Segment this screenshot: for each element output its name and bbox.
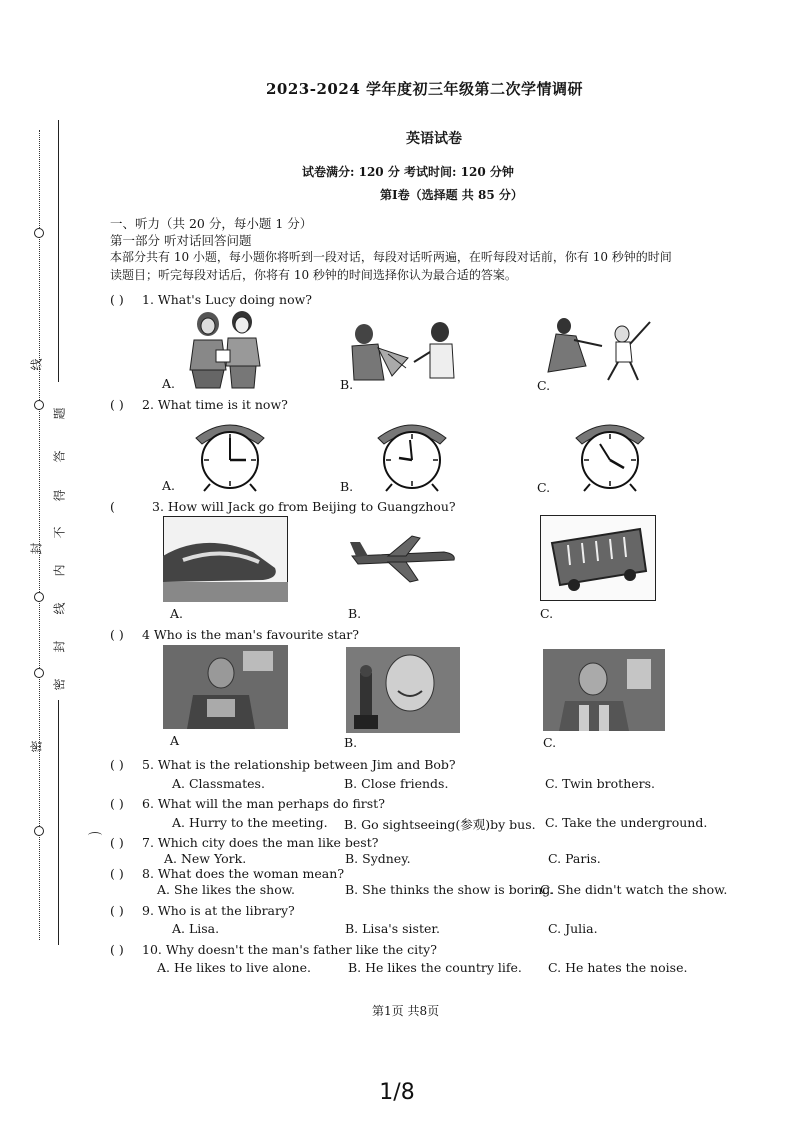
option-b[interactable]: B. Go sightseeing(参观)by bus. xyxy=(344,817,536,832)
tennis-player-photo xyxy=(543,649,665,731)
option-label[interactable]: B. xyxy=(340,377,354,392)
option-a[interactable]: A. Classmates. xyxy=(172,776,265,791)
margin-label: 内 xyxy=(52,564,67,577)
answer-bracket[interactable]: ( ) xyxy=(110,292,124,307)
option-label[interactable]: A. xyxy=(170,606,184,621)
margin-label: 封 xyxy=(29,542,44,555)
option-label[interactable]: A. xyxy=(162,478,176,493)
binding-hole xyxy=(34,228,44,238)
bus-picture xyxy=(540,515,656,601)
question-text: 4 Who is the man's favourite star? xyxy=(142,627,359,642)
page-footer: 第1页 共8页 xyxy=(372,1004,440,1018)
option-label[interactable]: A xyxy=(170,733,180,748)
solid-line xyxy=(58,700,59,945)
dotted-line xyxy=(39,130,40,940)
option-b[interactable]: B. Lisa's sister. xyxy=(345,921,440,936)
margin-label: 答 xyxy=(52,450,67,463)
option-c[interactable]: C. He hates the noise. xyxy=(548,960,688,975)
option-b[interactable]: B. Close friends. xyxy=(344,776,449,791)
option-label[interactable]: B. xyxy=(340,479,354,494)
question-text: 1. What's Lucy doing now? xyxy=(142,292,313,307)
option-b[interactable]: B. He likes the country life. xyxy=(348,960,522,975)
binding-hole xyxy=(34,826,44,836)
option-label[interactable]: C. xyxy=(540,606,554,621)
answer-bracket[interactable]: ( ) xyxy=(110,942,124,957)
answer-bracket[interactable]: ( ) xyxy=(110,835,124,850)
option-c[interactable]: C. Take the underground. xyxy=(545,815,708,830)
binding-margin xyxy=(0,0,100,1000)
viewer-page-indicator: 1/8 xyxy=(379,1080,415,1105)
question-text: 10. Why doesn't the man's father like the city? xyxy=(142,942,437,957)
exam-title: 2023-2024 学年度初三年级第二次学情调研 xyxy=(266,80,583,98)
alarm-clock-b xyxy=(372,418,452,492)
question-text: 8. What does the woman mean? xyxy=(142,866,345,881)
part-heading: 第一部分 听对话回答问题 xyxy=(110,233,252,248)
question-text: 2. What time is it now? xyxy=(142,397,288,412)
question-text: 9. Who is at the library? xyxy=(142,903,295,918)
shopping-girls-picture xyxy=(180,310,270,390)
margin-label: 得 xyxy=(52,489,67,502)
option-a[interactable]: A. Hurry to the meeting. xyxy=(172,815,328,830)
alarm-clock-a xyxy=(190,418,270,492)
margin-label: 题 xyxy=(52,407,67,420)
question-text: 3. How will Jack go from Beijing to Guangzhou? xyxy=(152,499,456,514)
section-heading: 一、听力（共 20 分，每小题 1 分） xyxy=(110,216,313,231)
airplane-picture xyxy=(348,530,458,586)
part-info: 第Ⅰ卷（选择题 共 85 分） xyxy=(380,188,523,202)
option-b[interactable]: B. She thinks the show is boring. xyxy=(345,882,555,897)
basketball-player-photo xyxy=(163,645,288,729)
option-label[interactable]: A. xyxy=(162,376,176,391)
score-info: 试卷满分: 120 分 考试时间: 120 分钟 xyxy=(302,165,514,179)
option-a[interactable]: A. Lisa. xyxy=(172,921,220,936)
option-a[interactable]: A. She likes the show. xyxy=(157,882,295,897)
answer-bracket[interactable]: ( ) xyxy=(110,627,124,642)
option-c[interactable]: C. Twin brothers. xyxy=(545,776,656,791)
option-label[interactable]: B. xyxy=(344,735,358,750)
binding-hole xyxy=(34,400,44,410)
option-label[interactable]: C. xyxy=(537,480,551,495)
painting-picture xyxy=(348,318,460,384)
instruction-line: 本部分共有 10 小题，每小题你将听到一段对话，每段对话听两遍，在听每段对话前，你有 10 秒钟的时间 xyxy=(110,250,672,264)
answer-bracket[interactable]: ( xyxy=(110,499,115,514)
answer-bracket[interactable]: ( ) xyxy=(110,757,124,772)
margin-label: 密 xyxy=(52,678,67,691)
margin-label: 不 xyxy=(52,526,67,539)
option-label[interactable]: C. xyxy=(543,735,557,750)
alarm-clock-c xyxy=(570,418,650,492)
question-text: 5. What is the relationship between Jim and Bob? xyxy=(142,757,456,772)
option-a[interactable]: A. He likes to live alone. xyxy=(157,960,311,975)
answer-bracket[interactable]: ( ) xyxy=(110,796,124,811)
solid-line xyxy=(58,120,59,382)
margin-label: 线 xyxy=(29,358,44,371)
high-speed-train-picture xyxy=(163,516,288,602)
margin-label: 封 xyxy=(52,640,67,653)
answer-bracket[interactable]: ( ) xyxy=(110,866,124,881)
stray-mark xyxy=(88,832,102,839)
option-label[interactable]: C. xyxy=(537,378,551,393)
answer-bracket[interactable]: ( ) xyxy=(110,903,124,918)
option-c[interactable]: C. She didn't watch the show. xyxy=(540,882,728,897)
option-a[interactable]: A. New York. xyxy=(164,851,247,866)
instruction-line: 读题目；听完每段对话后，你将有 10 秒钟的时间选择你认为最合适的答案。 xyxy=(110,268,517,282)
dancing-picture xyxy=(546,316,656,382)
binding-hole xyxy=(34,668,44,678)
binding-hole xyxy=(34,592,44,602)
margin-label: 线 xyxy=(52,602,67,615)
question-text: 6. What will the man perhaps do first? xyxy=(142,796,385,811)
exam-subject: 英语试卷 xyxy=(406,131,462,147)
option-c[interactable]: C. Julia. xyxy=(548,921,598,936)
option-b[interactable]: B. Sydney. xyxy=(345,851,411,866)
option-label[interactable]: B. xyxy=(348,606,362,621)
answer-bracket[interactable]: ( ) xyxy=(110,397,124,412)
option-c[interactable]: C. Paris. xyxy=(548,851,601,866)
question-text: 7. Which city does the man like best? xyxy=(142,835,379,850)
margin-label: 密 xyxy=(29,740,44,753)
actor-with-trophy-photo xyxy=(346,647,460,733)
